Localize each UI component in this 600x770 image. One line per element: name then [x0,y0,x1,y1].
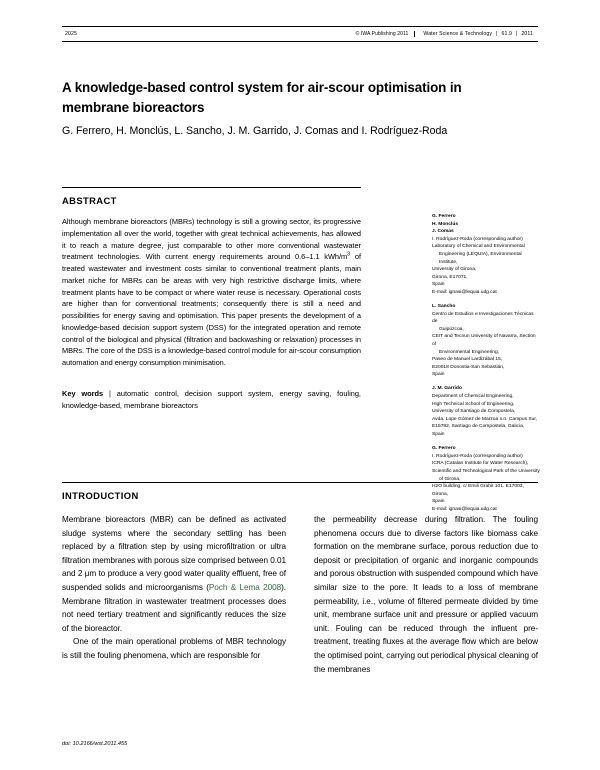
affiliation-group [432,385,540,438]
affiliation-author-name: J. Comas [432,229,454,235]
affiliation-author-name: G. Ferrero [432,214,456,219]
affiliation-line: E20018 Donostia-San Sebastián, [432,364,505,370]
page-title: A knowledge-based control system for air-scour optimisation in membrane bioreactors [62,80,462,115]
affiliation-line: I. Rodríguez-Roda (corresponding author) [432,453,523,459]
journal-volume: 61.9 [501,31,512,37]
affiliation-line: Girona, E17071, [432,274,468,280]
affiliation-line: Paseo de Manuel Lardizábal 15, [432,357,503,363]
affiliation-author-name: H. Monclús [432,221,459,227]
affiliation-line: of Girona, [439,476,461,482]
page-number: 2025 [65,31,77,37]
affiliation-author-name: G. Ferrero [432,446,456,452]
body-column-left [62,513,286,663]
affiliation-line: Avda. Lope Gómez de Marzoa s.n. Campus Sur, [432,416,538,422]
affiliation-line: Environmental Engineering, [439,349,500,355]
affiliation-line: Guipúzcoa, [439,326,464,332]
affiliations-block [432,213,540,520]
journal-citation [414,31,538,37]
affiliation-line: Centro de Estudios e Investigaciones Técnicas de [432,311,534,325]
sep-2: | [515,31,518,37]
affiliation-line: E-mail: ignasi@lequia.udg.cat [432,289,497,295]
affiliation-line: High Technical School of Engineering, [432,401,515,407]
affiliation-line: Spain [432,372,445,378]
affiliation-line: ICRA (Catalan Institute for Water Research), [432,461,529,467]
running-head [62,26,538,42]
affiliation-line: Scientific and Technological Park of the University [432,468,540,474]
introduction-divider [62,482,538,483]
keywords-separator: | [109,389,111,398]
introduction-heading: INTRODUCTION [62,490,139,501]
affiliation-line: E15782, Santiago de Compostela, Galicia, [432,424,525,430]
abstract-heading: ABSTRACT [62,195,117,206]
abstract-text [62,216,361,369]
abstract-divider [62,187,361,188]
body-column-right [314,513,538,676]
affiliation-line: Laboratory of Chemical and Environmental [432,244,525,250]
author-list: G. Ferrero, H. Monclús, L. Sancho, J. M. Garrido, J. Comas and I. Rodríguez-Roda [62,125,448,137]
affiliation-group [432,445,540,513]
affiliation-line: Department of Chemical Engineering, [432,394,514,400]
abstract-body: Although membrane bioreactors (MBRs) technology is still a growing sector, its progressive implementation all over the world, together with great technical achievements, has allowed it to reach a mature degree, just comparable to other more conventional wastewater treatment technologies. With current energy requirements around 0.6–1.1 kWh/$m^3$ of treated wastewater and investment costs similar to conventional treatment plants, main market niche for MBRs can be areas with very high restrictive discharge limits, where treatment plants have to be compact or where water reuse is necessary. Operational costs are higher than for conventional treatments; consequently there is still a need and possibilities for energy saving and optimisation. This paper presents the development of a knowledge-based decision support system (DSS) for the integrated operation and remote control of the biological and physical (filtration and backwashing or relaxation) processes in MBRs. The core of the DSS is a knowledge-based control module for air-scour consumption automation and energy consumption minimisation. [62,217,361,367]
affiliation-author-name: L. Sancho [432,304,456,310]
inline-citation-link[interactable]: Poch & Lema 2008 [208,582,282,592]
keywords-block [62,388,361,412]
affiliation-line: Spain [432,432,445,438]
journal-title: Water Science & Technology [423,31,493,37]
affiliation-line: CEIT and Tecnun University of Navarra, Section of [432,334,536,347]
body-paragraph: the permeability decrease during filtration. The fouling phenomena occurs due to diverse factors like biomass cake formation on the membrane surface, porous reduction due to deposit or precipitation of organic and inorganic compounds and porous obstruction with suspended compound which have similar size to the pore. It leads to a loss of membrane permeability, i.e., volume of filtered permeate divided by time unit, membrane surface unit and pressure or applied vacuum unit. Fouling can be reduced through the influent pre-treatment, treating fluxes at the average flow which are below the optimised point, carrying out periodical physical cleaning of the membranes [314,515,538,674]
affiliation-line: Spain [432,499,445,505]
body-paragraph: Membrane bioreactors (MBR) can be defined as activated sludge systems where the secondary settling has been replaced by a filtration step by using microfiltration or ultra filtration membranes with porous size comprised between 0.01 and 2 μm to produce a very good water quality effluent, free of suspended solids and microorganisms (Poch & Lema 2008). Membrane filtration in wastewater treatment processes does not need tertiary treatment and significantly reduces the size of the bioreactor. [62,515,286,633]
affiliation-line: University of Santiago de Compostela, [432,409,516,415]
affiliation-line: University of Girona, [432,267,477,273]
journal-year: 2011 [521,31,533,37]
affiliation-line: Engineering (LEQUIA), Environmental Institute, [439,251,522,265]
superscript-cubic: 3 [347,251,351,258]
body-paragraph: One of the main operational problems of MBR technology is still the fouling phenomena, which are responsible for [62,637,286,660]
affiliation-author-name: J. M. Garrido [432,386,462,392]
publisher-line: © IWA Publishing 2011 [355,31,409,37]
keywords-text: automatic control, decision support system, energy saving, fouling, knowledge-based, membrane bioreactors [62,389,361,410]
keywords-label: Key words [62,389,104,398]
affiliation-group [432,213,540,297]
sep-1: | [496,31,498,37]
affiliation-line: I. Rodríguez-Roda (corresponding author) [432,236,523,242]
affiliation-line: Spain [432,282,445,288]
affiliation-group [432,303,540,379]
affiliation-line: E-mail: ignasi@lequia.udg.cat [432,506,497,512]
affiliation-line: H2O building, c/ Emili Grahit 101. E17003, Girona, [432,484,524,497]
doi-text: doi: 10.2166/wst.2011.455 [62,741,128,747]
